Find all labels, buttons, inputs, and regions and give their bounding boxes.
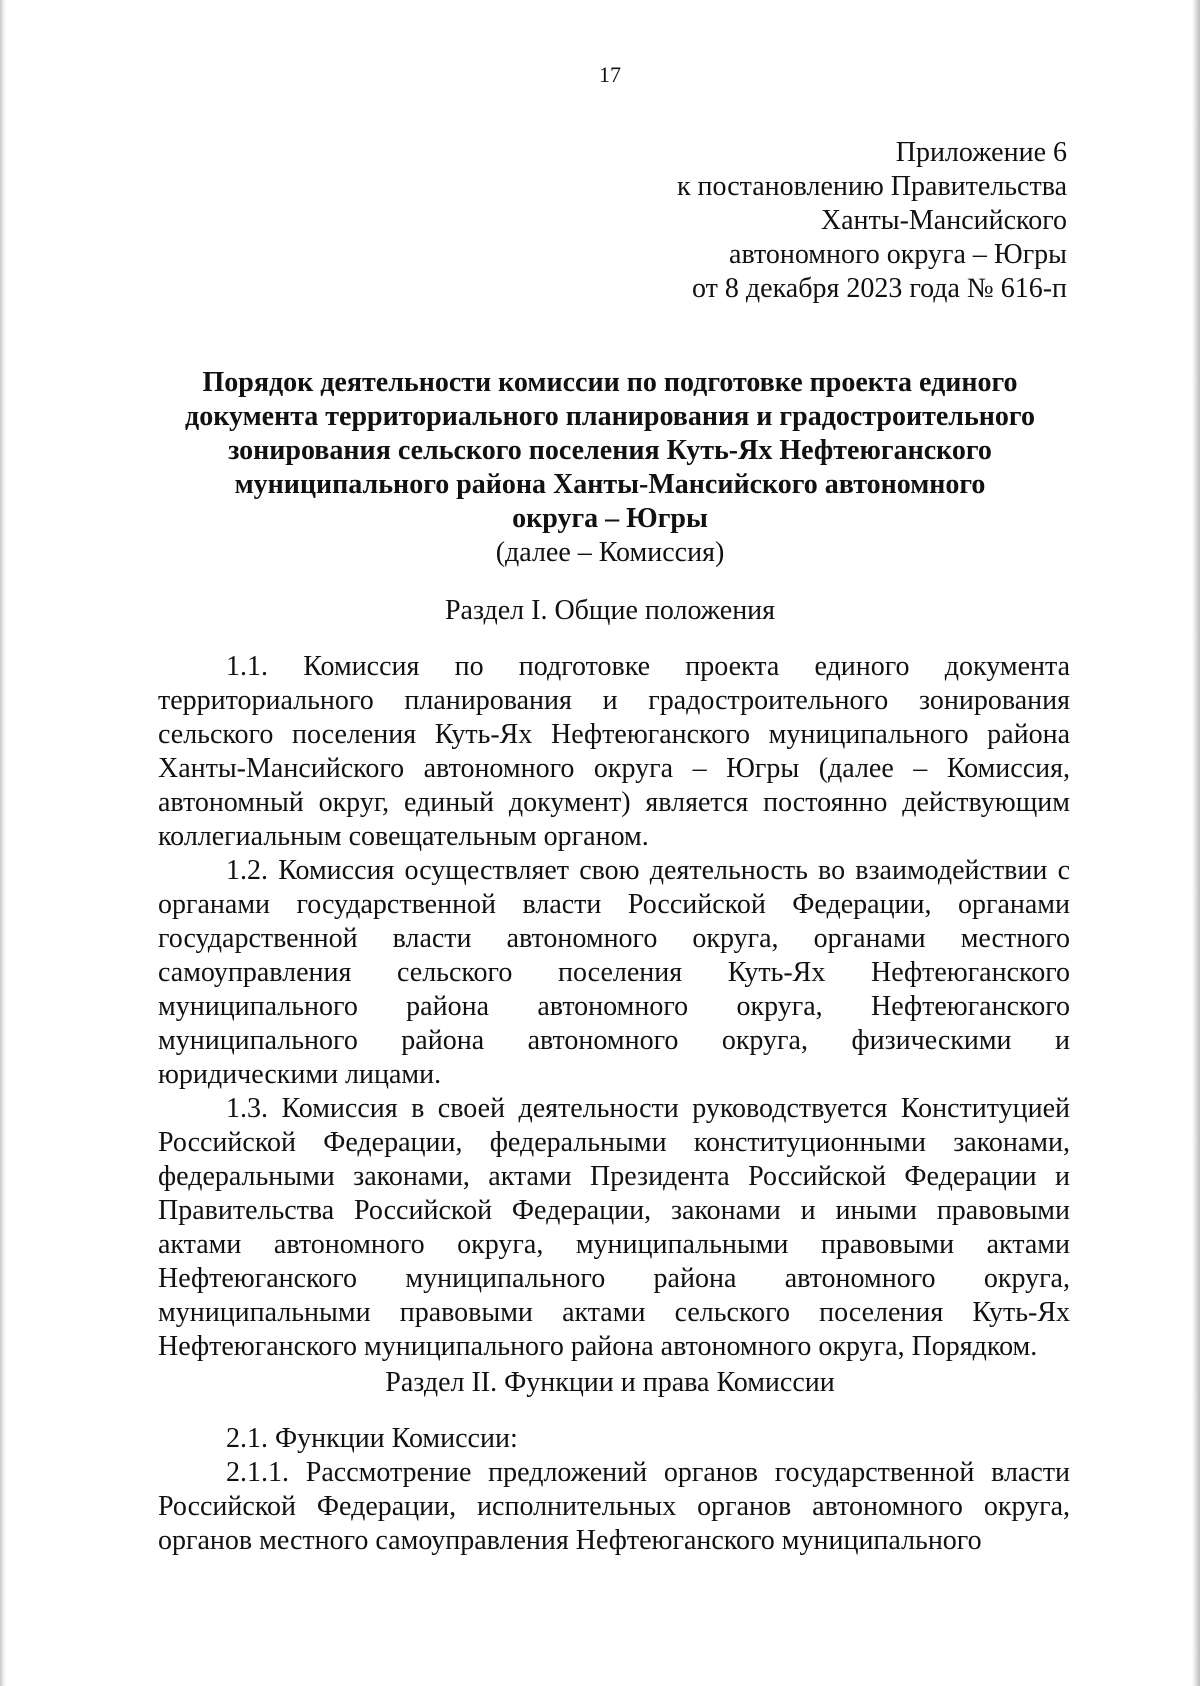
appendix-line: от 8 декабря 2023 года № 616-п <box>692 273 1067 304</box>
title-line: муниципального района Ханты-Мансийского автономного <box>234 469 986 500</box>
appendix-line: Ханты-Мансийского <box>820 205 1067 236</box>
document-title-block <box>155 366 1065 570</box>
paragraph-1-1: 1.1. Комиссия по подготовке проекта единого документа территориального планирования и градостроительного зонирования сельского поселения Куть-Ях Нефтеюганского муниципального района Ханты-Мансийского автономного округа – Югры (далее – Комиссия, автономный округ, единый документ) является постоянно действующим коллегиальным совещательным органом. <box>158 651 1070 852</box>
appendix-line: к постановлению Правительства <box>676 171 1067 202</box>
appendix-line: автономного округа – Югры <box>729 239 1067 270</box>
scan-edge-right <box>1192 0 1200 1686</box>
paragraph-1-3: 1.3. Комиссия в своей деятельности руководствуется Конституцией Российской Федерации, федеральными конституционными законами, федеральными законами, актами Президента Российской Федерации и Правительства Российской Федерации, законами и иными правовыми актами автономного округа, муниципальными правовыми актами Нефтеюганского муниципального района автономного округа, муниципальными правовыми актами сельского поселения Куть-Ях Нефтеюганского муниципального района автономного округа, Порядком. <box>158 1093 1070 1362</box>
title-line: округа – Югры <box>512 503 708 534</box>
section-2-body <box>158 1422 1070 1558</box>
section-1-heading: Раздел I. Общие положения <box>444 595 776 626</box>
paragraph-2-1-1: 2.1.1. Рассмотрение предложений органов государственной власти Российской Федерации, исполнительных органов автономного округа, органов местного самоуправления Нефтеюганского муниципального <box>158 1457 1070 1556</box>
title-line: документа территориального планирования и градостроительного <box>185 401 1035 432</box>
title-line: зонирования сельского поселения Куть-Ях Нефтеюганского <box>228 435 992 466</box>
scan-edge-left <box>0 0 6 1686</box>
appendix-line: Приложение 6 <box>895 137 1067 168</box>
title-line: Порядок деятельности комиссии по подготовке проекта единого <box>202 367 1018 398</box>
paragraph-1-2: 1.2. Комиссия осуществляет свою деятельность во взаимодействии с органами государственной власти Российской Федерации, органами государственной власти автономного округа, органами местного самоуправления сельского поселения Куть-Ях Нефтеюганского муниципального района автономного округа, Нефтеюганского муниципального района автономного округа, физическими и юридическими лицами. <box>158 855 1070 1090</box>
paragraph-2-1: 2.1. Функции Комиссии: <box>226 1423 518 1454</box>
page-number: 17 <box>599 62 621 87</box>
section-1-body <box>158 650 1070 1364</box>
document-title <box>155 366 1065 536</box>
appendix-block <box>677 136 1067 306</box>
document-subtitle: (далее – Комиссия) <box>495 537 725 568</box>
section-2-heading: Раздел II. Функции и права Комиссии <box>385 1367 835 1398</box>
